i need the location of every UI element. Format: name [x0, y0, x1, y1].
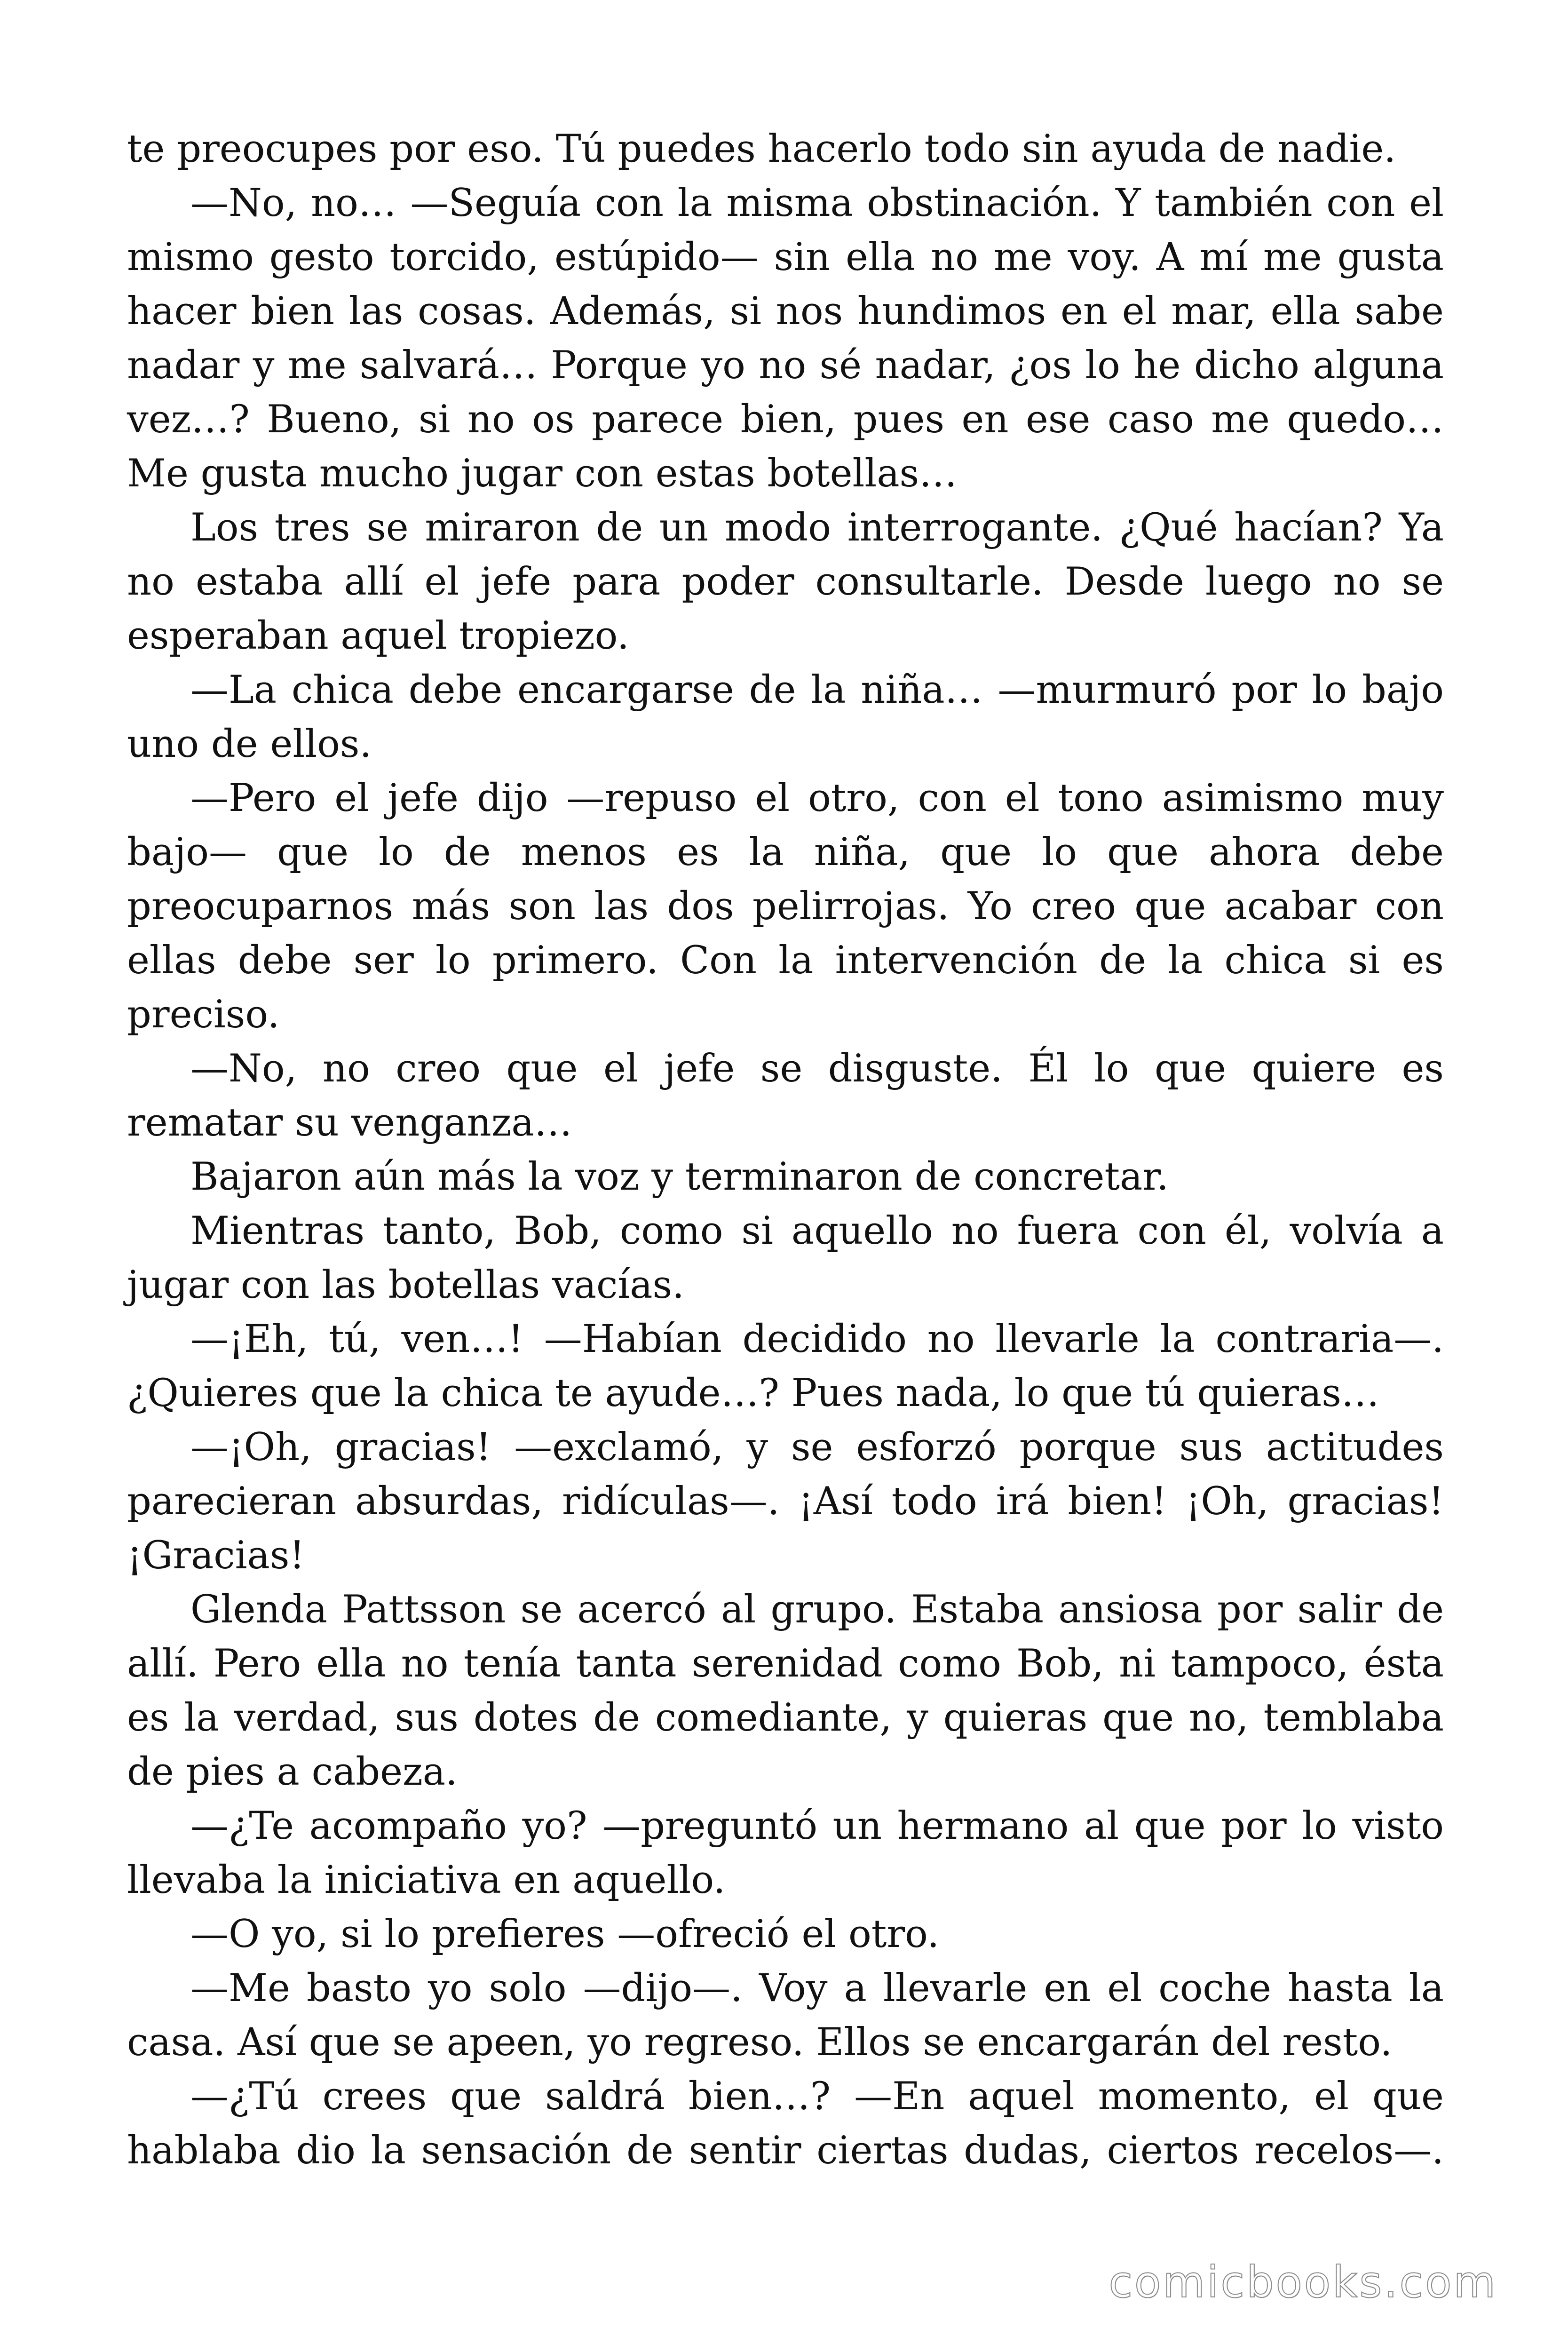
- paragraph-1: te preocupes por eso. Tú puedes hacerlo todo sin ayuda de nadie.: [127, 127, 1396, 171]
- paragraph-2: —No, no… —Seguía con la misma obstinación. Y también con el mismo gesto torcido, estúpido— sin ella no me voy. A mí me gusta hacer bien las cosas. Además, si nos hundimos en el mar, ella sabe nadar y me salvará… Porque yo no sé nadar, ¿os lo he dicho alguna vez…? Bueno, si no os parece bien, pues en ese caso me quedo… Me gusta mucho jugar con estas botellas…: [127, 181, 1444, 496]
- paragraph-14: —Me basto yo solo —dijo—. Voy a llevarle en el coche hasta la casa. Así que se apeen, yo regreso. Ellos se encargarán del resto.: [127, 1966, 1444, 2065]
- paragraph-6: —No, no creo que el jefe se disguste. Él lo que quiere es rematar su venganza…: [127, 1047, 1444, 1145]
- paragraph-5: —Pero el jefe dijo —repuso el otro, con el tono asimismo muy bajo— que lo de menos es la niña, que lo que ahora debe preocuparnos más son las dos pelirrojas. Yo creo que acabar con ellas debe ser lo primero. Con la intervención de la chica si es preciso.: [127, 776, 1444, 1037]
- watermark: comicbooks.com: [1109, 2257, 1497, 2307]
- paragraph-4: —La chica debe encargarse de la niña… —murmuró por lo bajo uno de ellos.: [127, 668, 1444, 766]
- paragraph-8: Mientras tanto, Bob, como si aquello no fuera con él, volvía a jugar con las botellas vacías.: [127, 1209, 1444, 1307]
- paragraph-7: Bajaron aún más la voz y terminaron de concretar.: [190, 1155, 1169, 1199]
- paragraph-12: —¿Te acompaño yo? —preguntó un hermano al que por lo visto llevaba la iniciativa en aquello.: [127, 1804, 1444, 1902]
- paragraph-9: —¡Eh, tú, ven…! —Habían decidido no llevarle la contraria—. ¿Quieres que la chica te ayude…? Pues nada, lo que tú quieras…: [127, 1317, 1444, 1415]
- paragraph-10: —¡Oh, gracias! —exclamó, y se esforzó porque sus actitudes parecieran absurdas, ridículas—. ¡Así todo irá bien! ¡Oh, gracias! ¡Gracias!: [127, 1425, 1444, 1578]
- paragraph-13: —O yo, si lo prefieres —ofreció el otro.: [190, 1912, 940, 1956]
- paragraph-11: Glenda Pattsson se acercó al grupo. Estaba ansiosa por salir de allí. Pero ella no tenía tanta serenidad como Bob, ni tampoco, ésta es la verdad, sus dotes de comediante, y quieras que no, temblaba de pies a cabeza.: [127, 1588, 1444, 1794]
- book-page-text: [127, 122, 1444, 2178]
- paragraph-3: Los tres se miraron de un modo interrogante. ¿Qué hacían? Ya no estaba allí el jefe para poder consultarle. Desde luego no se esperaban aquel tropiezo.: [127, 506, 1444, 658]
- paragraph-15: —¿Tú crees que saldrá bien…? —En aquel momento, el que hablaba dio la sensación de sentir ciertas dudas, ciertos recelos—.: [127, 2074, 1444, 2173]
